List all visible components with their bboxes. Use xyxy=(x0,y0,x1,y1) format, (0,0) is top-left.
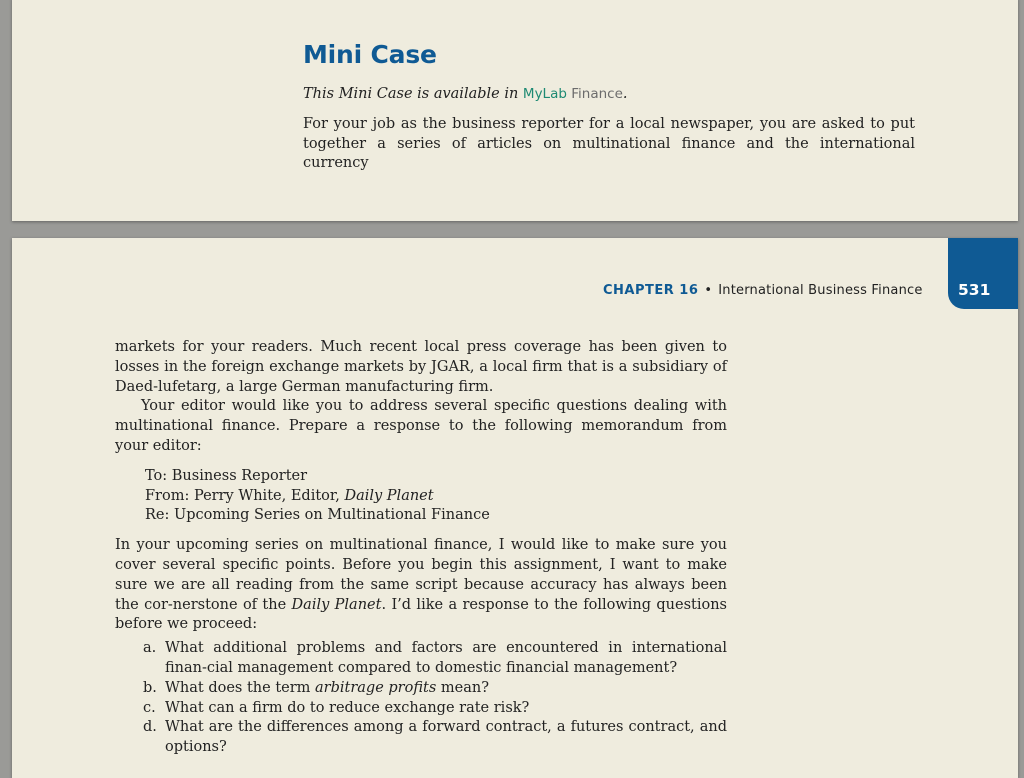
note-prefix: This Mini Case is available in xyxy=(303,86,523,102)
paragraph-2: Your editor would like you to address several specific questions dealing with multinational finance. Prepare a response to the following memorandum from your editor: xyxy=(115,398,727,454)
newspaper-name: Daily Planet xyxy=(291,596,382,613)
question-text: What additional problems and factors are encountered in international finan-cial management compared to domestic financial management? xyxy=(165,640,727,676)
page-number-tab xyxy=(948,238,1018,309)
question-letter: a. xyxy=(143,640,157,657)
question-letter: c. xyxy=(143,699,156,716)
question-text: What are the differences among a forward contract, a futures contract, and options? xyxy=(165,719,727,756)
question-letter: b. xyxy=(143,679,157,696)
page-number: 531 xyxy=(958,281,991,299)
mini-case-intro: For your job as the business reporter for a local newspaper, you are asked to put together a series of articles on multinational finance and the international currency xyxy=(303,116,915,171)
paragraph-3: In your upcoming series on multinational finance, I would like to make sure you cover several specific points. Before you begin this assignment, I want to make sure we are all reading from the same script because accuracy has always been the cor-nerstone of the Daily Planet. I’d like a response to the following questions before we proceed: xyxy=(115,537,727,633)
arbitrage-term: arbitrage profits xyxy=(315,679,437,696)
question-item xyxy=(115,718,727,758)
note-suffix: . xyxy=(622,86,628,102)
newspaper-name: Daily Planet xyxy=(344,487,434,504)
question-letter: d. xyxy=(143,719,157,736)
question-item xyxy=(115,699,727,719)
bullet-separator: • xyxy=(704,283,713,298)
question-text: What can a firm do to reduce exchange rate risk? xyxy=(165,699,530,716)
memo-header xyxy=(145,467,727,526)
mylab-availability-note xyxy=(303,86,628,102)
paragraph-1: markets for your readers. Much recent local press coverage has been given to losses in the foreign exchange markets by JGAR, a local firm that is a subsidiary of Daed-lufetarg, a large German manufacturing firm. xyxy=(115,339,727,395)
mini-case-title: Mini Case xyxy=(303,40,437,69)
chapter-title: International Business Finance xyxy=(718,283,923,298)
mylab-finance-logo: MyLab Finance xyxy=(522,86,623,102)
question-list xyxy=(115,639,727,758)
question-item xyxy=(115,639,727,679)
current-page xyxy=(12,238,1018,778)
memo-to: To: Business Reporter xyxy=(145,467,308,484)
memo-re: Re: Upcoming Series on Multinational Finance xyxy=(145,507,490,524)
chapter-label: CHAPTER 16 xyxy=(603,283,699,298)
page-body xyxy=(115,338,727,758)
question-item: b. What does the term arbitrage profits mean? xyxy=(115,679,727,699)
previous-page xyxy=(12,0,1018,221)
memo-from: From: Perry White, Editor, Daily Planet xyxy=(145,487,434,504)
running-header xyxy=(603,283,923,298)
